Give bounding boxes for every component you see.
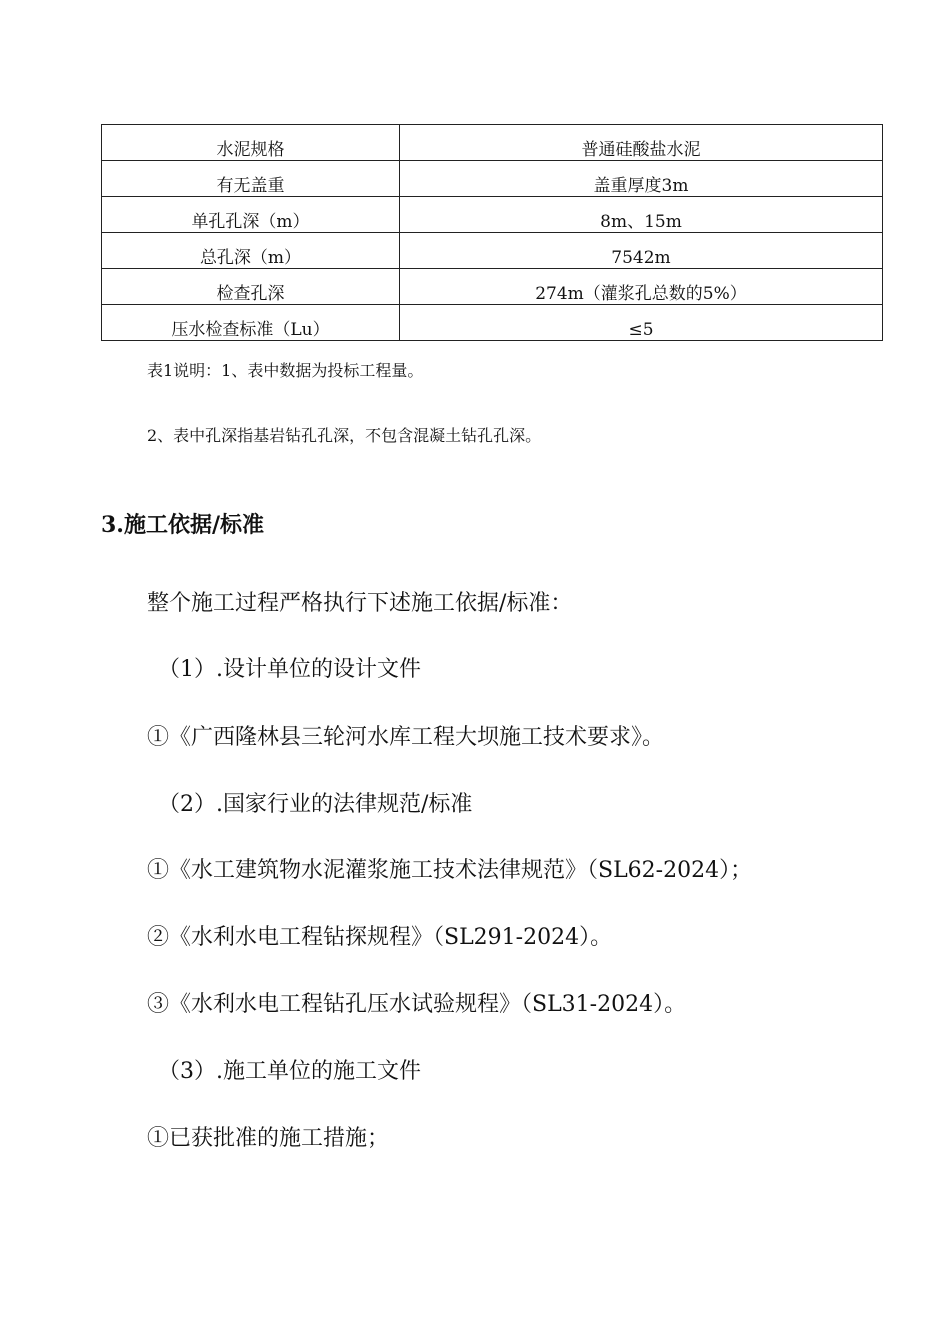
table-cell-value: 274m（灌浆孔总数的5%） xyxy=(400,269,883,305)
spec-table xyxy=(101,124,883,341)
table-row xyxy=(102,233,883,269)
table-cell-label: 单孔孔深（m） xyxy=(102,197,400,233)
list-item: ②《水利水电工程钻探规程》（SL291-2024）。 xyxy=(147,925,613,950)
subheading-contractor-docs: （3）.施工单位的施工文件 xyxy=(158,1059,421,1084)
table-cell-value: 7542m xyxy=(400,233,883,269)
section-heading: 3.施工依据/标准 xyxy=(101,512,265,538)
table-cell-label: 检查孔深 xyxy=(102,269,400,305)
table-cell-value: 8m、15m xyxy=(400,197,883,233)
table-cell-value: ≤5 xyxy=(400,305,883,341)
list-item: ①已获批准的施工措施； xyxy=(147,1126,390,1151)
table-note-2: 2、表中孔深指基岩钻孔孔深，不包含混凝土钻孔孔深。 xyxy=(147,426,542,445)
table-cell-value: 普通硅酸盐水泥 xyxy=(400,125,883,161)
list-item: ①《广西隆林县三轮河水库工程大坝施工技术要求》。 xyxy=(147,725,665,750)
table-cell-label: 水泥规格 xyxy=(102,125,400,161)
table-cell-label: 压水检查标准（Lu） xyxy=(102,305,400,341)
table-cell-label: 总孔深（m） xyxy=(102,233,400,269)
table-row xyxy=(102,197,883,233)
table-cell-label: 有无盖重 xyxy=(102,161,400,197)
list-item: ③《水利水电工程钻孔压水试验规程》（SL31-2024）。 xyxy=(147,992,687,1017)
table-note-1: 表1说明：1、表中数据为投标工程量。 xyxy=(147,361,424,380)
table-row xyxy=(102,305,883,341)
table-row xyxy=(102,125,883,161)
section-intro: 整个施工过程严格执行下述施工依据/标准： xyxy=(147,591,573,616)
subheading-national-standards: （2）.国家行业的法律规范/标准 xyxy=(158,792,473,817)
subheading-design-docs: （1）.设计单位的设计文件 xyxy=(158,657,421,682)
table-row xyxy=(102,161,883,197)
table-row xyxy=(102,269,883,305)
table-cell-value: 盖重厚度3m xyxy=(400,161,883,197)
list-item: ①《水工建筑物水泥灌浆施工技术法律规范》（SL62-2024）； xyxy=(147,858,753,883)
